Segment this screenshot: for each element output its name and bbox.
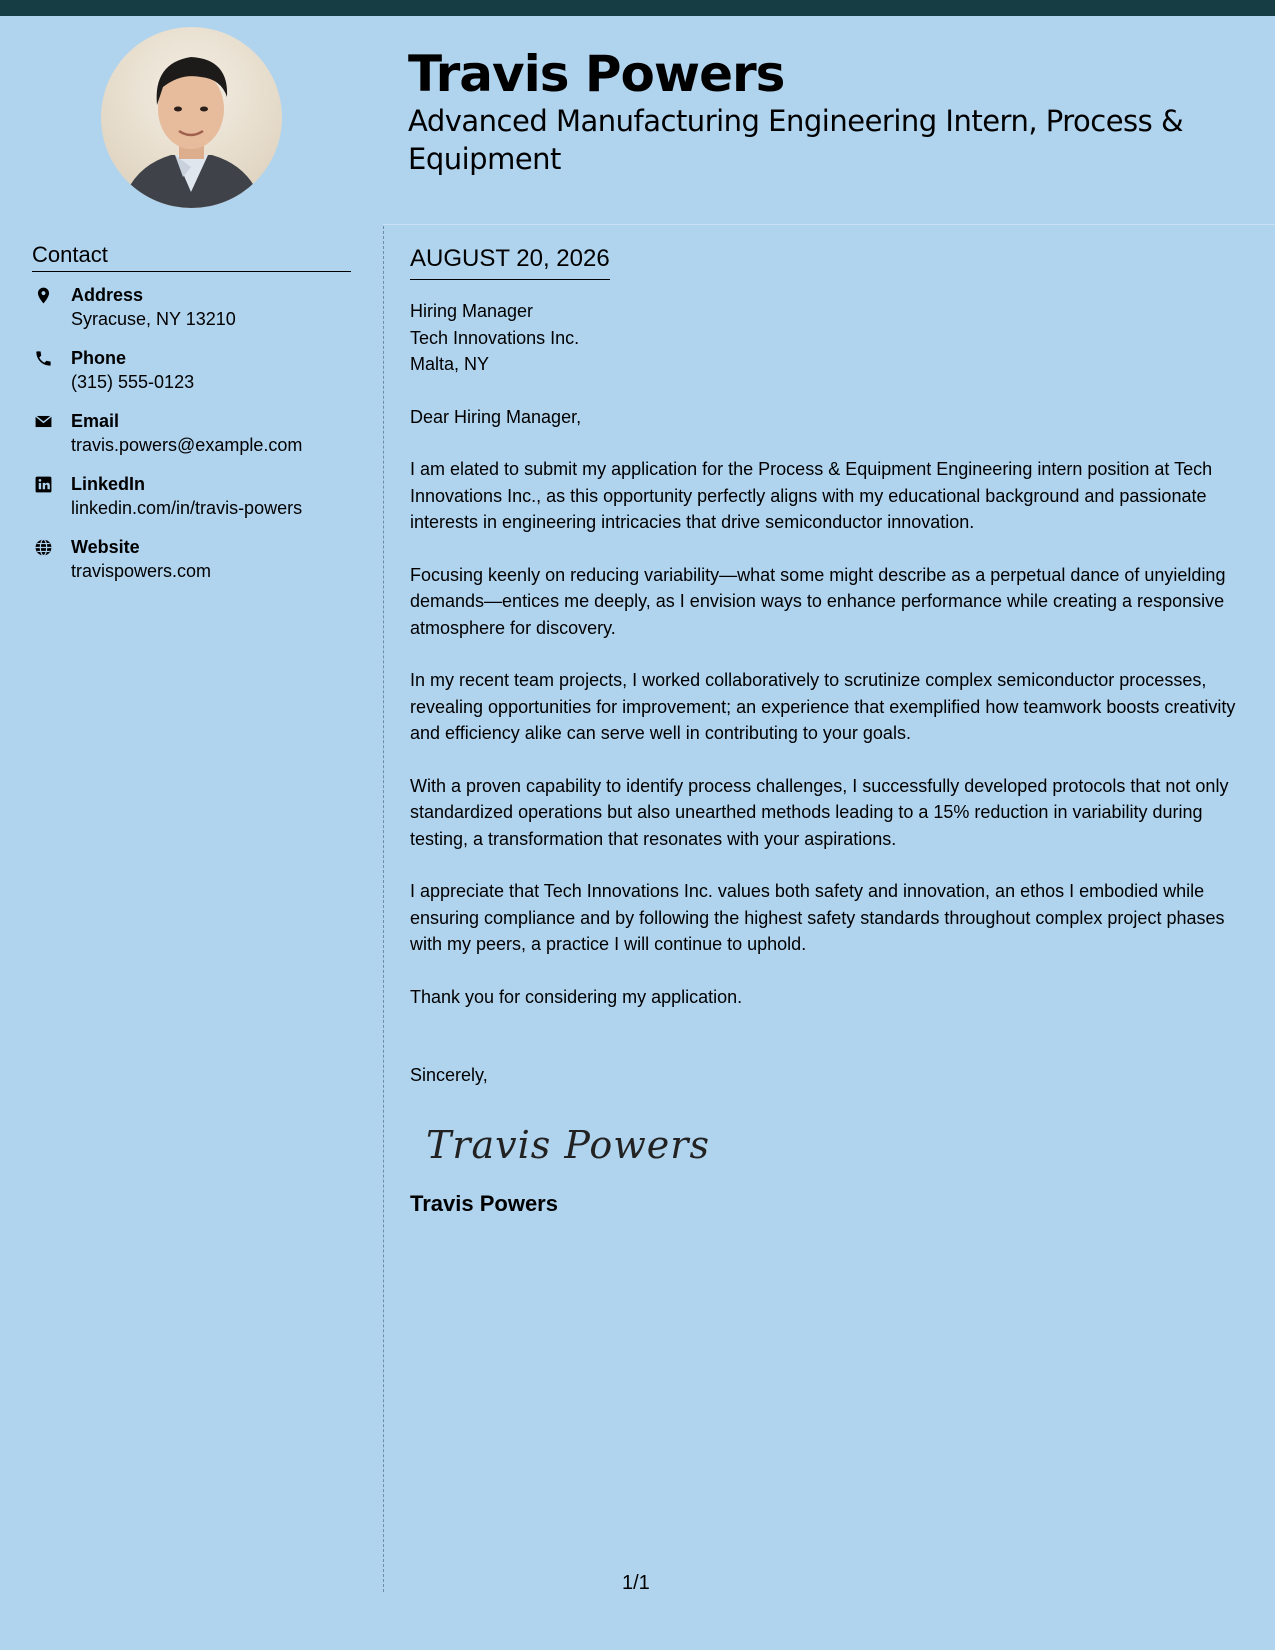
page-number: 1/1 [622,1572,650,1594]
recipient-company: Tech Innovations Inc. [410,327,580,348]
salutation: Dear Hiring Manager, [410,406,582,427]
letter-paragraph: I am elated to submit my application for the Process & Equipment Engineering intern position at Tech Innovations Inc., as this opportunity perfectly aligns with my educational background and passionate interests in engineering intricacies that drive semiconductor innovation. [410,459,1213,532]
globe-icon [34,538,53,557]
top-accent-bar [0,0,1275,16]
contact-label: Email [71,411,120,431]
recipient-location: Malta, NY [410,354,490,374]
letter-paragraph: With a proven capability to identify process challenges, I successfully developed protocols that not only standardized operations but also unearthed methods leading to a 15% reduction in variability during testing, a transformation that resonates with your aspirations. [410,775,1229,849]
linkedin-icon [34,475,53,494]
envelope-icon [34,412,53,431]
column-divider [383,226,384,1592]
contact-label: Website [71,537,140,557]
header-divider [383,224,1275,225]
contact-item-linkedin [32,472,362,535]
portrait-image [101,27,282,208]
contact-label: Address [71,285,144,305]
contact-list [32,283,362,598]
contact-item-email [32,409,362,472]
closing: Sincerely, [410,1065,488,1085]
recipient-title: Hiring Manager [410,301,534,321]
contact-item-phone [32,346,362,409]
handwritten-signature: Travis Powers [426,1122,710,1167]
signer-name: Travis Powers [410,1190,558,1216]
website-value[interactable]: travispowers.com [71,561,212,581]
contact-item-website [32,535,362,598]
profile-photo [101,27,282,208]
letter-date: AUGUST 20, 2026 [410,243,610,280]
letter-paragraph: Thank you for considering my application. [410,986,743,1007]
candidate-name: Travis Powers [408,45,785,103]
candidate-headline: Advanced Manufacturing Engineering Intern, Process & Equipment [408,104,1184,176]
contact-item-address [32,283,362,346]
contact-heading: Contact [32,240,351,272]
recipient-block [410,298,1255,378]
letter-paragraph: I appreciate that Tech Innovations Inc. values both safety and innovation, an ethos I embodied while ensuring compliance and by following the highest safety standards throughout complex project phases with my peers, a practice I will continue to uphold. [410,881,1225,954]
letter-body [410,243,1255,1219]
contact-label: LinkedIn [71,474,146,494]
email-value[interactable]: travis.powers@example.com [71,435,303,455]
letter-paragraph: In my recent team projects, I worked collaboratively to scrutinize complex semiconductor processes, revealing opportunities for improvement; an experience that exemplified how teamwork boosts creativity and efficiency alike can serve well in contributing to your goals. [410,670,1236,743]
linkedin-value[interactable]: linkedin.com/in/travis-powers [71,498,303,518]
phone-value[interactable]: (315) 555-0123 [71,372,195,392]
map-pin-icon [34,286,53,305]
contact-label: Phone [71,348,127,368]
phone-icon [34,349,53,368]
letter-paragraph: Focusing keenly on reducing variability—what some might describe as a perpetual dance of unyielding demands—entices me deeply, as I envision ways to enhance performance while creating a responsive atmosphere for discovery. [410,564,1226,638]
address-value: Syracuse, NY 13210 [71,309,236,329]
